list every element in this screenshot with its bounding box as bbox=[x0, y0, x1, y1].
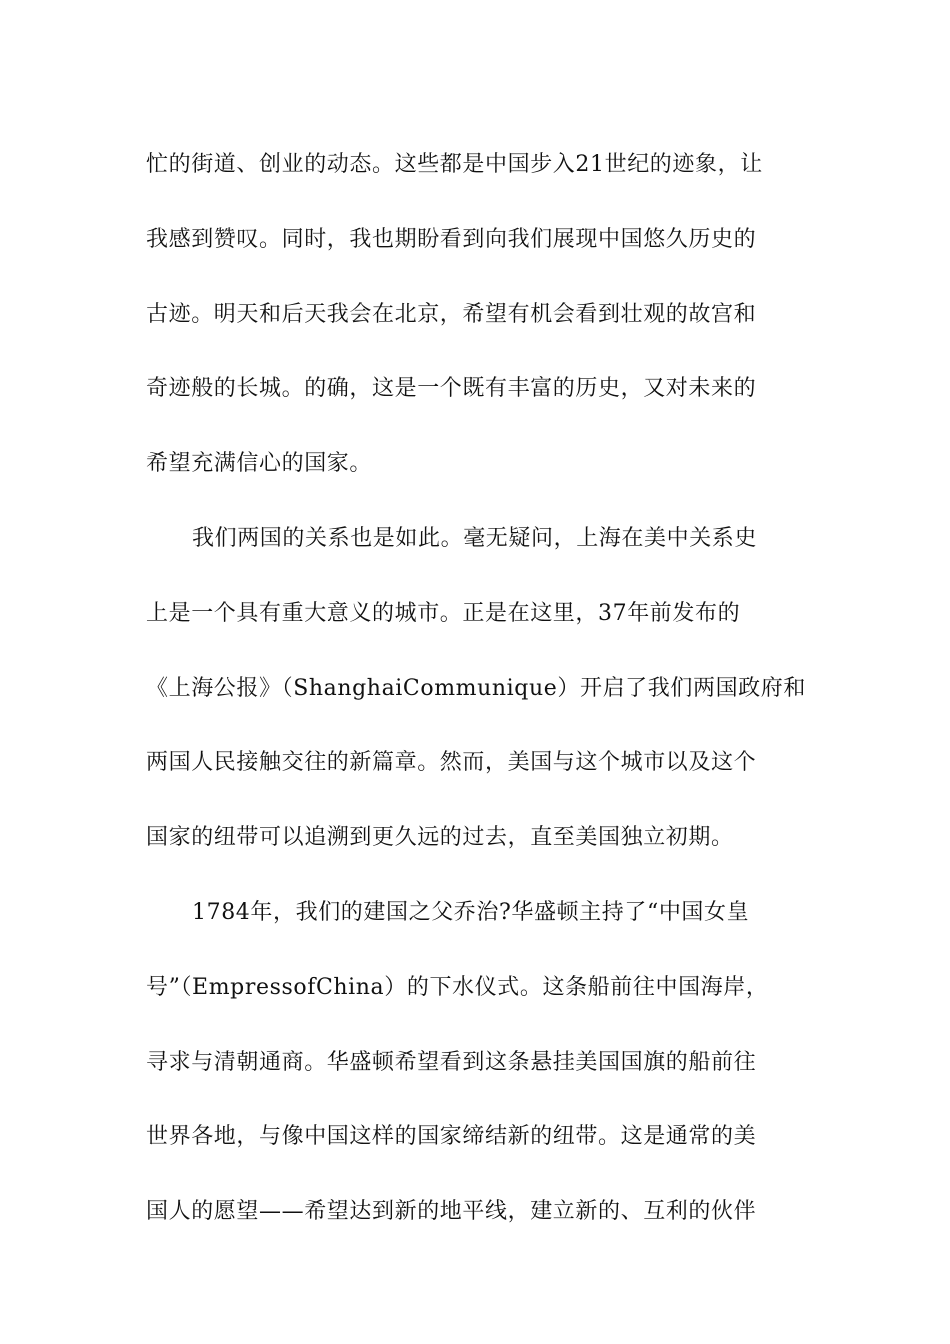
document-body bbox=[146, 128, 806, 1250]
text-line: 奇迹般的长城。的确，这是一个既有丰富的历史，又对未来的 bbox=[146, 376, 757, 402]
text-line: 寻求与清朝通商。华盛顿希望看到这条悬挂美国国旗的船前往 bbox=[146, 1049, 757, 1075]
text-line: 世界各地，与像中国这样的国家缔结新的纽带。这是通常的美 bbox=[146, 1124, 757, 1150]
text-line: 上是一个具有重大意义的城市。正是在这里，37年前发布的 bbox=[146, 600, 741, 626]
text-line: 《上海公报》（ShanghaiCommunique）开启了我们两国政府和 bbox=[146, 675, 806, 701]
text-line: 国家的纽带可以追溯到更久远的过去，直至美国独立初期。 bbox=[146, 825, 734, 851]
paragraph-first-line: 1784年，我们的建国之父乔治?华盛顿主持了“中国女皇 bbox=[192, 899, 750, 925]
text-line: 国人的愿望——希望达到新的地平线，建立新的、互利的伙伴 bbox=[146, 1199, 757, 1225]
text-line: 希望充满信心的国家。 bbox=[146, 451, 373, 477]
text-line: 忙的街道、创业的动态。这些都是中国步入21世纪的迹象，让 bbox=[146, 152, 763, 177]
text-line: 古迹。明天和后天我会在北京，希望有机会看到壮观的故宫和 bbox=[146, 301, 757, 327]
text-line: 我感到赞叹。同时，我也期盼看到向我们展现中国悠久历史的 bbox=[146, 226, 757, 252]
text-line: 号”（EmpressofChina）的下水仪式。这条船前往中国海岸， bbox=[146, 974, 769, 1000]
paragraph-first-line: 我们两国的关系也是如此。毫无疑问，上海在美中关系史 bbox=[192, 525, 758, 551]
text-line: 两国人民接触交往的新篇章。然而，美国与这个城市以及这个 bbox=[146, 750, 757, 776]
